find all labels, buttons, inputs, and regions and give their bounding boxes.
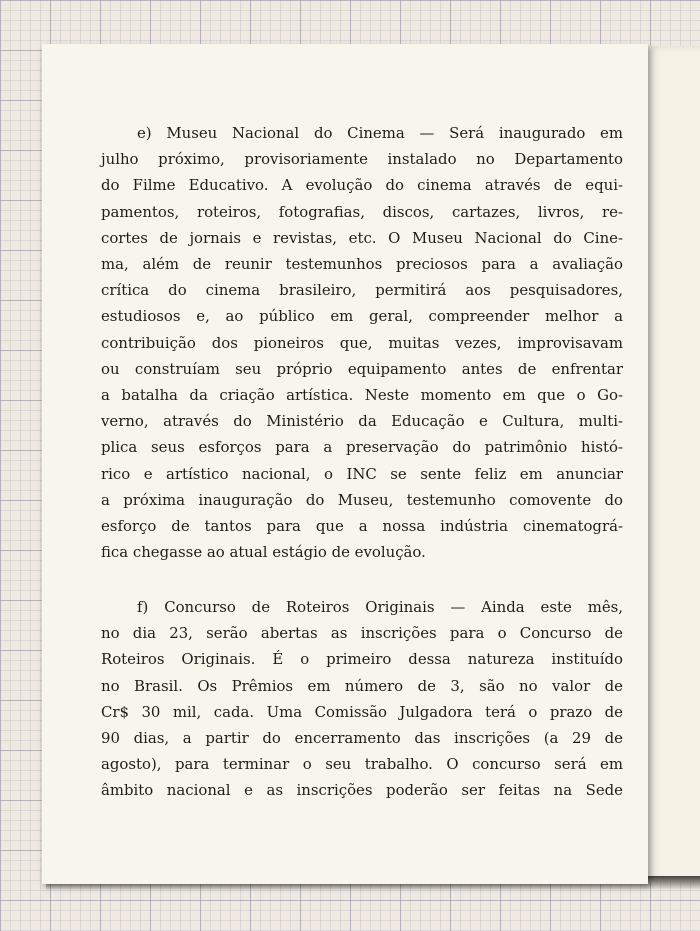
text-line: ou construíam seu próprio equipamento antes de enfrentar (101, 359, 623, 378)
text-line: 90 dias, a partir do encerramento das inscrições (a 29 de (101, 729, 623, 748)
text-line: agosto), para terminar o seu trabalho. O concurso será em (101, 755, 623, 774)
text-line: pamentos, roteiros, fotografias, discos, cartazes, livros, re- (101, 202, 623, 221)
text-line: âmbito nacional e as inscrições poderão ser feitas na Sede (101, 781, 623, 800)
text-line: do Filme Educativo. A evolução do cinema através de equi- (101, 176, 623, 195)
text-line: contribuição dos pioneiros que, muitas vezes, improvisavam (101, 333, 623, 352)
document-page (42, 44, 648, 884)
text-line: crítica do cinema brasileiro, permitirá aos pesquisadores, (101, 281, 623, 300)
text-line: esforço de tantos para que a nossa indústria cinematográ- (101, 517, 623, 536)
paragraph-museu-nacional (101, 120, 623, 565)
text-line: cortes de jornais e revistas, etc. O Museu Nacional do Cine- (101, 228, 623, 247)
next-page-edge (646, 46, 700, 882)
text-line: julho próximo, provisoriamente instalado no Departamento (101, 150, 623, 169)
text-line: verno, através do Ministério da Educação e Cultura, multi- (101, 412, 623, 431)
text-line: plica seus esforços para a preservação do patrimônio histó- (101, 438, 623, 457)
text-line: e) Museu Nacional do Cinema — Será inaugurado em (137, 124, 623, 142)
text-line: no dia 23, serão abertas as inscrições para o Concurso de (101, 624, 623, 643)
text-line: rico e artístico nacional, o INC se sente feliz em anunciar (101, 464, 623, 483)
text-line: f) Concurso de Roteiros Originais — Ainda este mês, (137, 598, 623, 616)
paragraph-concurso-roteiros (101, 594, 623, 804)
text-line: a próxima inauguração do Museu, testemunho comovente do (101, 490, 623, 509)
text-line: Cr$ 30 mil, cada. Uma Comissão Julgadora terá o prazo de (101, 702, 623, 721)
text-line: ma, além de reunir testemunhos preciosos para a avaliação (101, 255, 623, 274)
text-line: estudiosos e, ao público em geral, compreender melhor a (101, 307, 623, 326)
text-line: fica chegasse ao atual estágio de evolução. (101, 543, 426, 562)
text-line: Roteiros Originais. É o primeiro dessa natureza instituído (101, 650, 623, 669)
text-line: a batalha da criação artística. Neste momento em que o Go- (101, 386, 623, 405)
text-line: no Brasil. Os Prêmios em número de 3, são no valor de (101, 676, 623, 695)
